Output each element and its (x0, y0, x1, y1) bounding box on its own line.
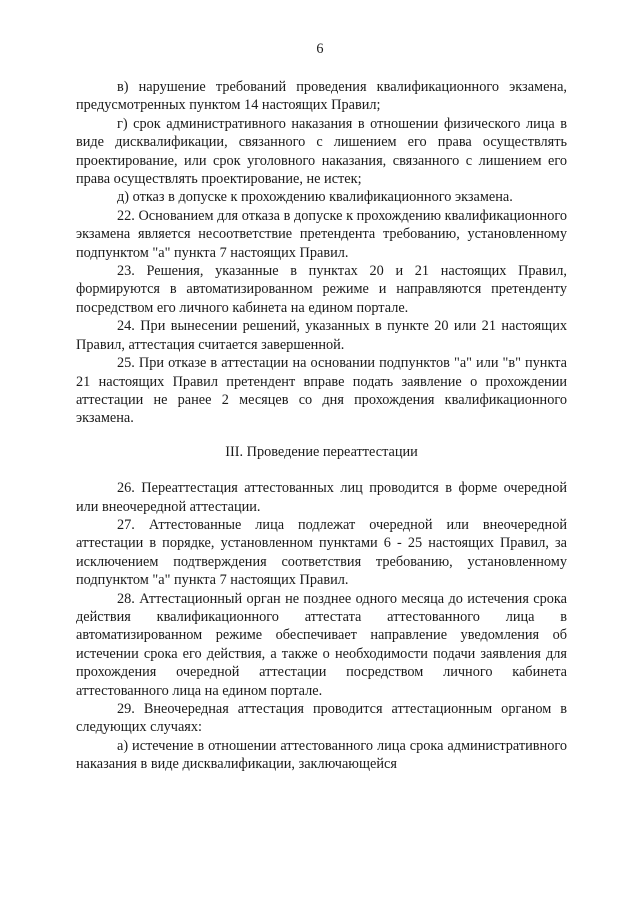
paragraph-22: 22. Основанием для отказа в допуске к прохождению квалификационного экзамена является несоответствие претендента требованию, установленному подпунктом "а" пункта 7 настоящих Правил. (76, 207, 567, 261)
paragraph-23: 23. Решения, указанные в пунктах 20 и 21 настоящих Правил, формируются в автоматизированном режиме и направляются претенденту посредством его личного кабинета на едином портале. (76, 263, 567, 316)
paragraph-21v: в) нарушение требований проведения квалификационного экзамена, предусмотренных пунктом 14 настоящих Правил; (76, 79, 567, 114)
paragraph-25: 25. При отказе в аттестации на основании подпунктов "а" или "в" пункта 21 настоящих Правил претендент вправе подать заявление о прохождении аттестации не ранее 2 месяцев со дня прохождения квалификационного экзамена. (76, 355, 567, 427)
paragraph-29: 29. Внеочередная аттестация проводится аттестационным органом в следующих случаях: (76, 701, 567, 736)
paragraph-27: 27. Аттестованные лица подлежат очередной или внеочередной аттестации в порядке, установленном пунктами 6 - 25 настоящих Правил, за исключением подтверждения соответствия требованию, установленному подпунктом "а" пункта 7 настоящих Правил. (76, 516, 567, 589)
paragraph-21d: д) отказ в допуске к прохождению квалификационного экзамена. (117, 189, 513, 206)
document-body (76, 78, 567, 774)
paragraph-26: 26. Переаттестация аттестованных лиц проводится в форме очередной или внеочередной аттестации. (76, 480, 567, 515)
paragraph-21g: г) срок административного наказания в отношении физического лица в виде дисквалификации, связанного с лишением его права осуществлять проектирование, или срок уголовного наказания, связанного с лишением его права осуществлять проектирование, не истек; (76, 115, 567, 188)
section-heading: III. Проведение переаттестации (225, 443, 418, 460)
paragraph-24: 24. При вынесении решений, указанных в пункте 20 или 21 настоящих Правил, аттестация считается завершенной. (76, 318, 567, 353)
page-number: 6 (316, 41, 324, 57)
paragraph-28: 28. Аттестационный орган не позднее одного месяца до истечения срока действия квалификационного аттестата аттестованного лица в автоматизированном режиме обеспечивает направление уведомления об истечении срока его действия, а также о необходимости подачи заявления для прохождения очередной аттестации посредством личного кабинета аттестованного лица на едином портале. (76, 590, 567, 699)
paragraph-29a: а) истечение в отношении аттестованного лица срока административного наказания в виде дисквалификации, заключающейся (76, 737, 567, 773)
